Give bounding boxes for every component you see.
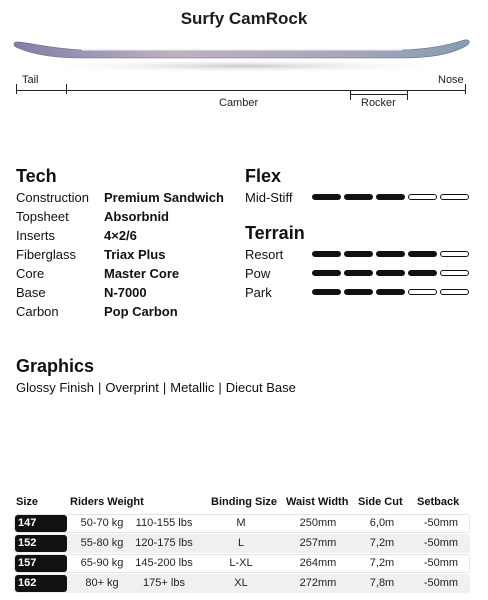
cell-side-cut: 7,2m [369, 537, 395, 549]
graphics-item: Overprint [105, 380, 159, 395]
rating-segment-filled [344, 251, 373, 257]
rating-segment-filled [408, 270, 437, 276]
cell-waist-width: 250mm [299, 517, 337, 529]
header-binding-size: Binding Size [211, 496, 277, 508]
profile-tick-tail [16, 84, 17, 94]
spec-value: Premium Sandwich [104, 190, 224, 205]
graphics-separator: | [98, 380, 102, 395]
header-side-cut: Side Cut [358, 496, 403, 508]
nose-label: Nose [438, 74, 464, 86]
graphics-separator: | [218, 380, 222, 395]
cell-side-cut: 7,2m [369, 557, 395, 569]
tech-heading: Tech [16, 166, 57, 186]
spec-label: Topsheet [16, 209, 69, 224]
flex-heading: Flex [245, 166, 282, 186]
terrain-rating-bar-park [312, 289, 469, 295]
graphics-item: Diecut Base [225, 380, 296, 395]
spec-value: N-7000 [104, 285, 147, 300]
cell-side-cut: 7,8m [369, 577, 395, 589]
rating-segment-filled [344, 270, 373, 276]
rocker-bracket-line [350, 94, 407, 95]
cell-weight-lbs: 110-155 lbs [135, 517, 193, 529]
header-size: Size [16, 496, 39, 508]
rating-segment-empty [440, 194, 469, 200]
terrain-label-pow: Pow [245, 266, 271, 281]
rating-segment-filled [376, 251, 405, 257]
rating-segment-filled [344, 289, 373, 295]
camber-label: Camber [219, 97, 259, 109]
cell-setback: -50mm [423, 517, 459, 529]
size-chip: 147 [15, 515, 67, 532]
cell-weight-kg: 50-70 kg [80, 517, 124, 529]
spec-label: Core [16, 266, 45, 281]
header-setback: Setback [417, 496, 460, 508]
rating-segment-filled [312, 194, 341, 200]
spec-value: Master Core [104, 266, 180, 281]
rating-segment-filled [376, 270, 405, 276]
cell-weight-kg: 80+ kg [85, 577, 119, 589]
rating-segment-filled [376, 289, 405, 295]
graphics-heading: Graphics [16, 356, 95, 376]
cell-setback: -50mm [423, 537, 459, 549]
cell-binding-size: L-XL [229, 557, 253, 569]
graphics-item: Metallic [170, 380, 215, 395]
terrain-heading: Terrain [245, 223, 305, 243]
rocker-label: Rocker [361, 97, 396, 109]
cell-binding-size: M [236, 517, 246, 529]
spec-value: Triax Plus [104, 247, 166, 262]
cell-weight-kg: 55-80 kg [80, 537, 124, 549]
flex-rating-bar [312, 194, 469, 200]
rating-segment-empty [440, 289, 469, 295]
spec-label: Fiberglass [16, 247, 76, 262]
cell-weight-lbs: 120-175 lbs [135, 537, 193, 549]
cell-waist-width: 257mm [299, 537, 337, 549]
rating-segment-filled [312, 270, 341, 276]
profile-tick-camber-start [66, 84, 67, 94]
flex-label: Mid-Stiff [245, 190, 293, 205]
rating-segment-filled [312, 289, 341, 295]
graphics-separator: | [162, 380, 167, 395]
rating-segment-filled [344, 194, 373, 200]
tail-label: Tail [22, 74, 39, 86]
size-chip: 152 [15, 535, 67, 552]
spec-label: Base [16, 285, 46, 300]
header-waist-width: Waist Width [286, 496, 349, 508]
board-profile-image [12, 36, 476, 76]
profile-tick-rocker-start [350, 90, 351, 100]
cell-setback: -50mm [423, 577, 459, 589]
terrain-rating-bar-resort [312, 251, 469, 257]
terrain-rating-bar-pow [312, 270, 469, 276]
rating-segment-empty [408, 194, 437, 200]
terrain-label-resort: Resort [245, 247, 284, 262]
rating-segment-empty [408, 289, 437, 295]
cell-side-cut: 6,0m [369, 517, 395, 529]
rating-segment-filled [312, 251, 341, 257]
cell-waist-width: 264mm [299, 557, 337, 569]
cell-binding-size: L [237, 537, 245, 549]
cell-setback: -50mm [423, 557, 459, 569]
page-title: Surfy CamRock [180, 9, 308, 28]
cell-binding-size: XL [234, 577, 248, 589]
profile-tick-nose [465, 84, 466, 94]
rating-segment-filled [376, 194, 405, 200]
profile-baseline [16, 90, 466, 91]
spec-value: Absorbnid [104, 209, 169, 224]
cell-weight-lbs: 145-200 lbs [135, 557, 193, 569]
header-riders-weight: Riders Weight [70, 496, 144, 508]
spec-value: Pop Carbon [104, 304, 178, 319]
cell-weight-kg: 65-90 kg [80, 557, 124, 569]
rating-segment-filled [408, 251, 437, 257]
spec-label: Construction [16, 190, 89, 205]
rating-segment-empty [440, 251, 469, 257]
profile-tick-rocker-end [407, 90, 408, 100]
graphics-features [16, 380, 296, 395]
spec-value: 4×2/6 [104, 228, 137, 243]
graphics-item: Glossy Finish [16, 380, 95, 395]
cell-weight-lbs: 175+ lbs [143, 577, 185, 589]
size-chip: 162 [15, 575, 67, 592]
cell-waist-width: 272mm [299, 577, 337, 589]
spec-label: Carbon [16, 304, 59, 319]
rating-segment-empty [440, 270, 469, 276]
terrain-label-park: Park [245, 285, 272, 300]
spec-label: Inserts [16, 228, 56, 243]
size-chip: 157 [15, 555, 67, 572]
